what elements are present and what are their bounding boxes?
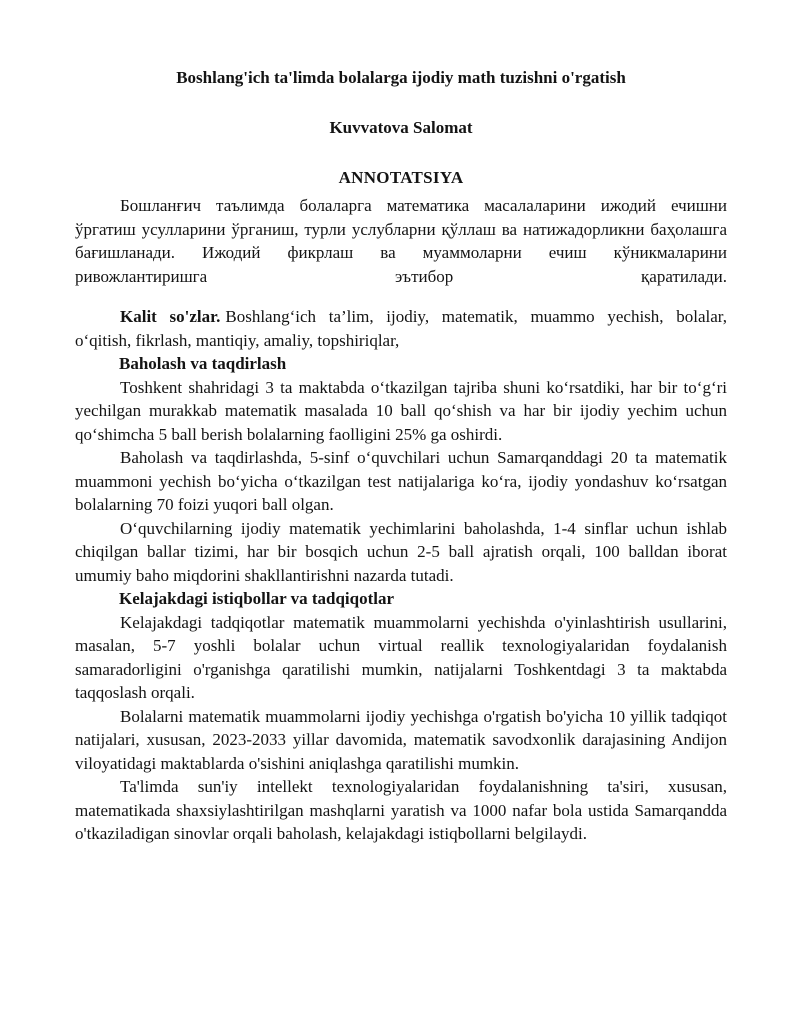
future-paragraph-2: Bolalarni matematik muammolarni ijodiy yechishga o'rgatish bo'yicha 10 yillik tadqiqot natijalari, xususan, 2023-2033 yillar davomida, matematik savodxonlik darajasining Andijon viloyatidagi maktablarda o'sishini aniqlashga qaratilishi mumkin.	[75, 706, 727, 773]
keywords-paragraph	[75, 305, 727, 352]
future-paragraph-1: Kelajakdagi tadqiqotlar matematik muammolarni yechishda o'yinlashtirish usullarini, masalan, 5-7 yoshli bolalar uchun virtual reallik texnologiyalaridan foydalanish samaradorligini o'rganishga qaratilishi mumkin, natijalarni Toshkentdagi 3 ta maktabda taqqoslash orqali.	[75, 612, 727, 702]
section-heading-future: Kelajakdagi istiqbollar va tadqiqotlar	[119, 589, 395, 608]
annotation-paragraph	[75, 194, 727, 288]
last-line-word: қаратилади.	[641, 266, 727, 286]
annotation-heading: ANNOTATSIYA	[338, 168, 464, 187]
keywords-text: Boshlang‘ich ta’lim, ijodiy, matematik, muammo yechish, bolalar, o‘qitish, fikrlash, mantiqiy, amaliy, topshiriqlar,	[75, 307, 727, 350]
last-line-word: эътибор	[394, 266, 454, 286]
evaluation-paragraph-3: O‘quvchilarning ijodiy matematik yechimlarini baholashda, 1-4 sinflar uchun ishlab chiqilgan ballar tizimi, har bir bosqich uchun 2-5 ball ajratish orqali, 100 balldan iborat umumiy baho miqdorini shakllantirishni nazarda tutadi.	[75, 518, 727, 585]
section-heading-evaluation: Baholash va taqdirlash	[119, 354, 287, 373]
annotation-paragraph-last-line	[75, 265, 727, 289]
evaluation-paragraph-2: Baholash va taqdirlashda, 5-sinf o‘quvchilari uchun Samarqanddagi 20 ta matematik muammoni yechish bo‘yicha o‘tkazilgan test natijalariga ko‘ra, ijodiy yondashuv ko‘rsatgan bolalarning 70 foizi yuqori ball olgan.	[75, 448, 727, 514]
author-name: Kuvvatova Salomat	[329, 118, 473, 137]
page-title: Boshlang'ich ta'limda bolalarga ijodiy math tuzishni o'rgatish	[176, 68, 626, 87]
keywords-label: Kalit so'zlar.	[120, 307, 221, 326]
evaluation-paragraph-1: Toshkent shahridagi 3 ta maktabda o‘tkazilgan tajriba shuni ko‘rsatdiki, har bir to‘g‘ri yechilgan murakkab matematik masalada 10 ball qo‘shish va har bir ijodiy yechim uchun qo‘shimcha 5 ball berish bolalarning faolligini 25% ga oshirdi.	[75, 377, 727, 444]
future-paragraph-3: Ta'limda sun'iy intellekt texnologiyalaridan foydalanishning ta'siri, xususan, matematikada shaxsiylashtirilgan mashqlarni yaratish va 1000 nafar bola ustida Samarqandda o'tkaziladigan sinovlar orqali baholash, kelajakdagi istiqbollarni belgilaydi.	[75, 777, 727, 843]
annotation-paragraph-body: Бошланғич таълимда болаларга математика масалаларини ижодий ечишни ўргатиш усулларини ўрганиш, турли услубларни қўллаш ва натижадорликни баҳолашга бағишланади. Ижодий фикрлаш ва муаммоларни ечиш кўникмаларини	[75, 196, 727, 262]
last-line-word: ривожлантиришга	[75, 266, 208, 286]
